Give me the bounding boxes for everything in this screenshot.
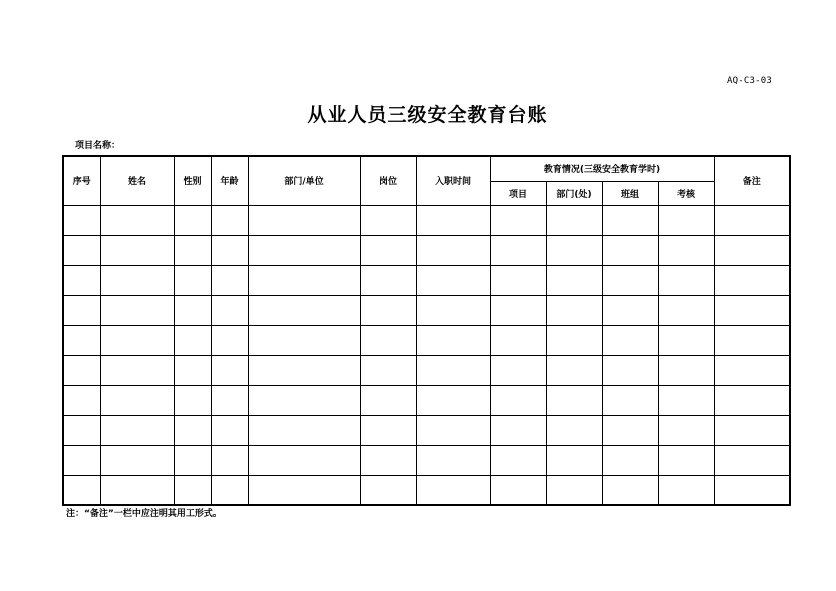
table-cell <box>174 235 211 265</box>
table-cell <box>714 325 790 355</box>
table-cell <box>490 295 546 325</box>
table-cell <box>248 205 360 235</box>
table-cell <box>100 235 174 265</box>
subheader-team: 班组 <box>602 181 658 205</box>
header-gender: 性别 <box>174 156 211 205</box>
subheader-department: 部门(处) <box>546 181 602 205</box>
table-cell <box>546 235 602 265</box>
table-row <box>63 445 790 475</box>
table-cell <box>602 445 658 475</box>
table-cell <box>658 475 714 505</box>
table-cell <box>658 325 714 355</box>
table-cell <box>416 355 490 385</box>
table-cell <box>714 445 790 475</box>
table-cell <box>714 235 790 265</box>
table-cell <box>602 415 658 445</box>
table-cell <box>211 385 248 415</box>
table-cell <box>602 295 658 325</box>
table-cell <box>174 445 211 475</box>
table-cell <box>248 325 360 355</box>
table-cell <box>658 355 714 385</box>
table-row <box>63 355 790 385</box>
table-cell <box>714 265 790 295</box>
table-cell <box>174 325 211 355</box>
table-cell <box>546 385 602 415</box>
table-cell <box>714 475 790 505</box>
table-cell <box>100 205 174 235</box>
table-row <box>63 235 790 265</box>
table-cell <box>714 295 790 325</box>
table-row <box>63 205 790 235</box>
table-cell <box>211 475 248 505</box>
table-cell <box>714 385 790 415</box>
table-cell <box>248 295 360 325</box>
table-cell <box>211 325 248 355</box>
table-cell <box>658 295 714 325</box>
table-cell <box>248 385 360 415</box>
table-cell <box>100 415 174 445</box>
table-cell <box>100 265 174 295</box>
table-cell <box>490 385 546 415</box>
table-cell <box>211 445 248 475</box>
subheader-project: 项目 <box>490 181 546 205</box>
table-cell <box>360 265 416 295</box>
table-cell <box>602 235 658 265</box>
footer-note: 注：“备注”一栏中应注明其用工形式。 <box>66 509 222 519</box>
table-cell <box>546 445 602 475</box>
table-cell <box>248 445 360 475</box>
table-cell <box>63 385 100 415</box>
table-cell <box>100 355 174 385</box>
table-cell <box>602 355 658 385</box>
table-cell <box>546 265 602 295</box>
table-cell <box>714 355 790 385</box>
table-cell <box>490 415 546 445</box>
table-cell <box>174 205 211 235</box>
table-cell <box>63 325 100 355</box>
table-cell <box>63 415 100 445</box>
table-cell <box>546 415 602 445</box>
table-cell <box>211 235 248 265</box>
ledger-body <box>63 205 790 505</box>
table-cell <box>490 265 546 295</box>
table-cell <box>63 295 100 325</box>
table-cell <box>658 205 714 235</box>
form-code: AQ-C3-03 <box>727 76 772 86</box>
table-cell <box>360 325 416 355</box>
table-cell <box>248 235 360 265</box>
header-position: 岗位 <box>360 156 416 205</box>
table-cell <box>490 445 546 475</box>
table-cell <box>416 205 490 235</box>
table-cell <box>416 475 490 505</box>
table-cell <box>100 325 174 355</box>
table-cell <box>63 475 100 505</box>
page-title: 从业人员三级安全教育台账 <box>307 104 548 126</box>
table-row <box>63 475 790 505</box>
table-cell <box>248 355 360 385</box>
table-cell <box>360 295 416 325</box>
table-cell <box>174 385 211 415</box>
header-hire-date: 入职时间 <box>416 156 490 205</box>
table-cell <box>100 475 174 505</box>
table-row <box>63 415 790 445</box>
header-department: 部门/单位 <box>248 156 360 205</box>
header-remark: 备注 <box>714 156 790 205</box>
table-cell <box>211 205 248 235</box>
education-ledger-table <box>62 155 791 506</box>
table-cell <box>602 205 658 235</box>
table-cell <box>211 415 248 445</box>
table-cell <box>63 205 100 235</box>
table-cell <box>360 235 416 265</box>
table-cell <box>546 205 602 235</box>
header-education-group: 教育情况(三级安全教育学时) <box>490 156 714 181</box>
table-cell <box>490 235 546 265</box>
table-cell <box>211 265 248 295</box>
table-cell <box>490 355 546 385</box>
table-cell <box>658 445 714 475</box>
table-cell <box>360 415 416 445</box>
table-cell <box>174 415 211 445</box>
table-row <box>63 325 790 355</box>
table-cell <box>714 415 790 445</box>
table-cell <box>211 295 248 325</box>
table-cell <box>174 295 211 325</box>
table-cell <box>360 205 416 235</box>
subheader-assessment: 考核 <box>658 181 714 205</box>
table-cell <box>416 235 490 265</box>
table-cell <box>360 355 416 385</box>
table-cell <box>360 385 416 415</box>
table-cell <box>658 415 714 445</box>
header-index: 序号 <box>63 156 100 205</box>
table-cell <box>658 265 714 295</box>
table-cell <box>63 355 100 385</box>
table-cell <box>63 235 100 265</box>
table-row <box>63 385 790 415</box>
table-cell <box>416 385 490 415</box>
table-cell <box>602 265 658 295</box>
table-cell <box>416 265 490 295</box>
table-cell <box>546 295 602 325</box>
project-name-label: 项目名称： <box>75 141 121 151</box>
table-cell <box>63 265 100 295</box>
table-cell <box>416 445 490 475</box>
table-cell <box>360 445 416 475</box>
table-cell <box>658 385 714 415</box>
table-cell <box>211 355 248 385</box>
table-cell <box>602 385 658 415</box>
table-row <box>63 265 790 295</box>
table-cell <box>416 325 490 355</box>
table-cell <box>174 265 211 295</box>
table-cell <box>490 325 546 355</box>
table-cell <box>714 205 790 235</box>
table-cell <box>416 295 490 325</box>
table-cell <box>248 265 360 295</box>
table-cell <box>360 475 416 505</box>
table-cell <box>546 325 602 355</box>
table-cell <box>602 475 658 505</box>
table-cell <box>490 205 546 235</box>
header-age: 年龄 <box>211 156 248 205</box>
table-row <box>63 295 790 325</box>
table-cell <box>546 355 602 385</box>
header-name: 姓名 <box>100 156 174 205</box>
table-cell <box>248 475 360 505</box>
table-cell <box>174 475 211 505</box>
table-cell <box>416 415 490 445</box>
table-cell <box>602 325 658 355</box>
table-cell <box>490 475 546 505</box>
table-cell <box>546 475 602 505</box>
table-cell <box>248 415 360 445</box>
table-cell <box>100 445 174 475</box>
table-cell <box>63 445 100 475</box>
table-cell <box>658 235 714 265</box>
table-cell <box>174 355 211 385</box>
table-cell <box>100 295 174 325</box>
table-cell <box>100 385 174 415</box>
